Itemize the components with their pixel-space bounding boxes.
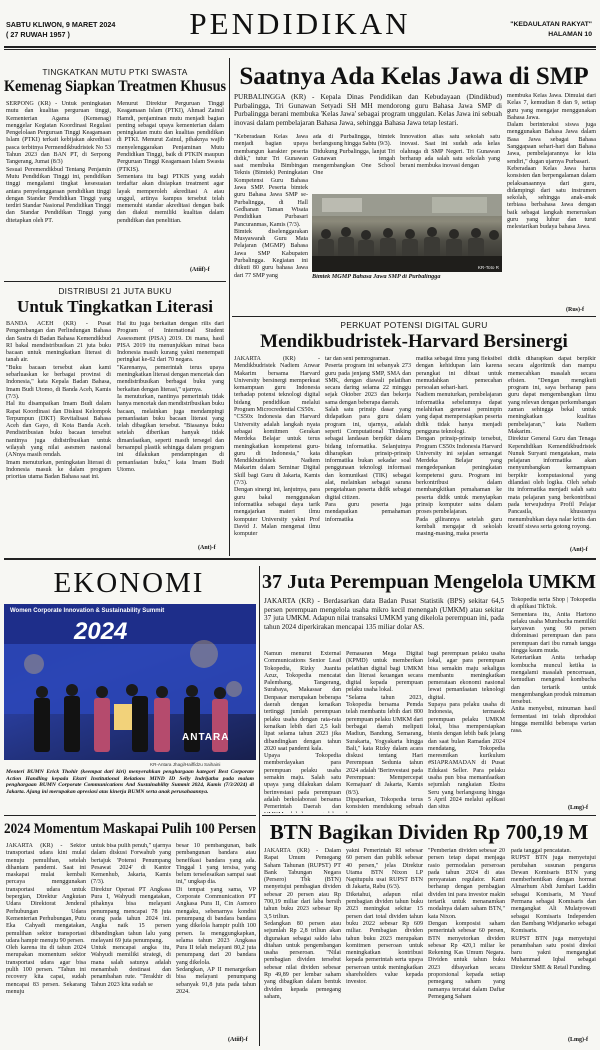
article3-col1: "Keberadaan Kelas Jawa menjadi bagian upaya membangun karakter peserta didik," tutur Tri Gunawan saat membuka Bimbingan Teknis (Bimtek) Peningkatan Kompetensi Guru Bahasa Jawa SMP. Peserta bimtek guru Bahasa Jawa SMP se-Purbalingga, di Hall Gedhanan Taman Wisata Pendidikan Purbasari Pancuranmas, Kamis (7/3). Bimtek diselenggarakan Musyawarah Guru Mata Pelajaran (MGMP) Bahasa Jawa SMP Kabupaten Purbalingga. Kegiatan ini diikuti 80 guru bahasa Jawa dari 77 SMP yang <box>234 134 308 279</box>
ekonomi-rule <box>4 558 596 560</box>
header-rule <box>4 46 596 48</box>
article6-tag: (Atiif)-f <box>228 1037 248 1043</box>
article4-col4: didik diharapkan dapat berpikir secara algoritmik dan mampu memecahkan masalah secara efisien. "Dengan mengikuti program ini, saya berharap para guru dapat mengembangkan ilmu yang relevan dengan perkembangan zaman sehingga bekal untuk meningkatkan kualitas pembelajaran," kata Nadiem Makarim. Direktur General Guru dan Tenaga Kependidikan Kemendikbudristek Nunuk Suryani mengatakan, mata pelajaran informatika akan menyumbangkan kemampuan berpikir komputasional yang dilandasi oleh logika. Oleh sebab itu informatika menjadi salah satu mata pelajaran yang berkontribusi pada terwujudnya Profil Pelajar Pancasila, khususnya menumbuhkan daya nalar kritis dan kreatif siswa serta gotong royong. <box>508 356 596 530</box>
masthead <box>0 0 600 52</box>
article3-photo-credit: KR-Toto R <box>477 265 499 270</box>
article5-col3: bagi perempuan pelaku usaha lokal, agar para perempuan bisa semakin maju sekaligus membantu meningkatkan pemerataan ekonomi nasional lewat pemanfaatan teknologi digital. Supaya para pelaku usaha di Indonesia, termasuk perempuan pelaku UMKM lokal, bisa mempersiapkan bisnis dengan lebih baik jelang dan saat bulan Ramadan 2024 mendatang, Tokopedia meresmikan kurikulum #SIAPRAMADAN di Pusat Edukasi Seller. Para pelaku usaha pun bisa memanfaatkan sejumlah rangkaian Ekstra Seru yang berlangsung hingga 5 April 2024 melalui aplikasi dan situs <box>428 651 505 811</box>
ekonomi-photo-banner: Women Corporate Innovation & Sustainability Summit <box>10 608 165 614</box>
section-title: PENDIDIKAN <box>189 6 411 41</box>
article2-col2: Hal itu juga berkaitan dengan rilis dari Program of International Student Assessment (PISA) 2019. Di mana, hasil PISA 2019 itu menunjukkan minat baca Indonesia masih kurang yakni menempati peringkat ke-62 dari 70 negara. "Karenanya, pemerintah terus upaya meningkatkan literasi dengan mencetak dan mendistribusikan berbagai buku yang berkaitan dengan literasi," ujarnya. Ia menuturkan, nantinya pemerintah tidak hanya mencetak dan mendistribusikan buku bacaan, melainkan juga mendampingi pemanfaatan buku bacaan literasi yang telah dibagikan tersebut. "Biasanya buku setelah diberikan hanyak tidak dimanfaatkan, seperti masih tersegel dan bersampul plastik sehingga dalam program ini dilakukan pendampingan di pemanfaatan buku," kata Imam Budi Utomo. <box>117 321 224 473</box>
divider-a1 <box>4 281 226 282</box>
slogan: "KEDAULATAN RAKYAT" <box>510 21 592 28</box>
article3-col2: ada di Purbalingga, bimtek berlangsung hingga Sabtu (9/3). Didukung Purbalingga, lanjut Tri Gunawan tengah mengembangkan One School One <box>313 134 395 177</box>
article3-photo-caption: Bimtek MGMP Bahasa Jawa SMP di Purbalingga <box>312 274 441 280</box>
article6-col2: untuk bisa pulih penuh," ujarnya dalam diskusi Forwahub yang bertajuk 'Potensi Penumpang Pesawat 2024' di Kantor Kemenhub, Jakarta, Kamis (7/3). Direktur Operasi PT Angkasa Pura I, Wahyudi mengatakan, pihaknya bisa melayani penumpang mencapai 78 juta orang pada tahun 2024 ini. Angka naik 15 persen dibandingkan tahun lalu yang melayani 69 juta penumpang. Untuk mencapai angka itu, Wahyudi memiliki strategi, di mana salah satunya adalah menambah destinasi dan penambahan rute. "Terakhir di Tahun 2023 kita sudah se <box>91 843 171 988</box>
issue-date: SABTU KLIWON, 9 MARET 2024 <box>6 20 116 29</box>
article3-col3: Innovation alias satu sekolah satu inovasi. Saat ini sudah ada kelas olahraga di SMP Negeri. Tri Gunawan berharap ada salah satu sekolah yang berani membuka inovasi dengan <box>400 134 500 170</box>
article1-tag: (Atiif)-f <box>190 267 210 273</box>
article6-col3: besar 10 pembangunan, baik pembangunan bandara atau benefikasi bandara yang ada. Tinggal 1 yang tersisa, yang belum terselesaikan sampai saat ini," ungkap dia. Di tempat yang sama, VP Corporate Communication PT Angkasa Pura II, Cin Asmoro mengaku, sebenarnya kondisi penumpang di bandara bandara yang dikelola hampir pulih 100 persen. Ia menggungkapkan, selama tahun 2023 Angkasa Pura II telah melayani 80,2 juta penumpang dari 20 bandara yang dikelola. Sedangkan, AP II menargetkan bisa melayani penumpang sebanyak 91,8 juta pada tahun 2024. <box>176 843 256 995</box>
divider-ekonomi <box>4 815 256 816</box>
ekonomi-photo-logo: ANTARA <box>182 732 230 743</box>
header-rule-thin <box>4 49 596 50</box>
article3-photo <box>312 194 502 272</box>
ekonomi-photo <box>4 604 256 760</box>
article6-headline: 2024 Momentum Maskapai Pulih 100 Persen <box>4 821 256 837</box>
article4-tag: (Ant)-f <box>570 547 588 553</box>
article7-tag: (Lmg)-f <box>568 1037 588 1043</box>
article3-lead: PURBALINGGA (KR) - Kepala Dinas Pendidikan dan Kebudayaan (Dindikbud) Purbalingga, Tri Gunawan Setyadi SH MH mendorong guru Bahasa Jawa SMP di Purbalingga berani membuka 'Kelas Jawa' sebagai program unggulan. Kelas Jawa ini sebuah inovasi dalam pembelajaran Bahasa Jawa, sehingga Bahasa Jawa tetap lestari. <box>234 93 502 128</box>
article2-tag: (Ant)-f <box>198 545 216 551</box>
divider-a3 <box>232 316 596 317</box>
article6-col1: JAKARTA (KR) - Sektor transportasi udara kini mulai menuju pemulihan, setelah dihantam pandemi. Saat ini maskapai mulai kembali percaya menggunakan transportasi udara untuk bepergian, Direktur Angkutan Udara Direktorat Jenderal Perhubungan Udara Kementerian Perhubungan, Putu Eka Cahyadi mengatakan, pemulihan sektor transportasi udara hampir menuju 90 persen. Oleh karena itu di tahun 2024 merupakan momentum sektor transportasi udara agar bisa pulih 100 persen. "Tahun ini recovery kita capai, sudah mencapai 83 persen. Sekarang menuju <box>6 843 86 995</box>
article3-headline: Saatnya Ada Kelas Jawa di SMP <box>239 63 589 90</box>
classroom-scene <box>312 194 502 272</box>
article1-headline: Kemenag Siapkan Treatmen Khusus <box>4 78 226 95</box>
ekonomi-photo-year: 2024 <box>74 618 128 645</box>
article4-headline: Mendikbudristek-Harvard Bersinergi <box>260 331 568 352</box>
column-divider <box>229 58 230 556</box>
article3-tag: (Rus)-f <box>566 307 584 313</box>
column-divider-lower <box>259 566 260 1046</box>
ekonomi-photo-caption: Menteri BUMN Erick Thohir (keempat dari kiri) menyerahkan penghargaan kategori Best Corporate Action Handling kepada Ekstri Institutional Relations MIND ID Selly Indrijatha pada malam penghargaan BUMN Corporate Communications And Sustainability Summit 2024, Kamis (7/3/2024) di Jakarta. Ajang ini merupakan apresiasi atas kinerja BUMN serta anak perusahaannya. <box>6 769 254 795</box>
article7-col2: yakni Pemerintah RI sebesar 60 persen dan publik sebesar 40 persen," jelas Direktur Utama BTN Nixon LP Napitupulu usai RUPST BTN di Jakarta, Rabu (6/3). Diketahui, adapun nilai pembagian dividen tahun buku 2023 meningkat sekitar 15 persen dari total dividen tahun buku 2022 sebesar Rp 609 miliar. Pembagian dividen tahun buku 2023 merupakan komitmen perseroan untuk meningkatkan kontribusi kepada pemerintah serta upaya perseroan untuk meningkatkan shareholders value kepada investor. <box>346 848 423 986</box>
article4-col2: tar dan seni pemrograman. Peserta program ini sebanyak 273 guru pada jenjang SMP, SMA dan SMK, dengan diawali pelatihan secara daring selama 22 minggu sejak Oktober 2023 dan bekerja sama dengan beberapa daerah. Salah satu prinsip dasar yang didapatkan para guru dalam program ini, ujarnya, adalah seperti Computational Thinking sebagai landasan berpikir dalam bidang informatika. Selanjutnya diharapkan prinsip-prinsip informatika bukan sekadar soal penggunaan teknologi informasi dan komunikasi (TIK) sebagai alat, melainkan sebagai sarana pengetahuan peserta didik sebagai digital citizen. Para guru peserta juga mendapatkan pemahaman informatika <box>325 356 411 523</box>
ekonomi-photo-credit: KR-Antara Jhagi/Haiffidzu Saihaini <box>150 762 221 767</box>
article3-col4: membuka Kelas Jawa. Dimulai dari Kelas 7, kemudian 8 dan 9, setiap guru yang mengajar menggunakan Bahasa Jawa. Dalam berinteraksi siswa juga menggunakan Bahasa Jawa dalam Basa Jawa sebagai Bahasa Sanggapaan sehari-hari dan Bahasa Jawa, pembelajarannya ke kita sendiri," dugan ujarnya Purbasari. Keberadaan Kelas Jawa harus konsisten dan berpengalaman dalam pelaksanaannya dari guru, didampingi dari satu instrumen sekolah, sehingga anak-anak terbiasa berbahasa Jawa dengan baik sebagai langkah meneruskan guru yang luhur dan turut melestarikan budaya bahasa Jawa. <box>507 93 596 231</box>
article5-col2: Pemasaran Mega Digital (KPMD) untuk memberikan pelatihan digital bagi UMKM dan literasi keuangan secara digital kepada perempuan pelaku usaha lokal. "Selama tahun 2023, Tokopedia bersama Pemda telah membantu lebih dari 800 perempuan pelaku UMKM dari berbagai daerah meliputi Madiun, Bandung, Semarang, Surakarta, Yogyakarta hingga Bali," kata Rizky dalam acara diskusi tentang Hari Perempuan Sedunia tahun 2024 adalah 'Berinvestasi pada Perempuan: Mempercepat Kemajuan' di Jakarta, Kamis (8/3). Dipaparkan, Tokopedia terus konsisten mendukung sebuah <box>346 651 423 811</box>
article7-headline: BTN Bagikan Dividen Rp 700,19 M <box>269 820 589 844</box>
article4-col1: JAKARTA (KR) - Mendikbudristek Nadiem Anwar Makarim bersama Harvard University bersinergi memperkuat kemampuan guru Indonesia terhadap potensi teknologi digital bidang pendidikan melalui Program Microcredential CS50x. "CS50x Indonesia dan Harvard University adalah langkah nyata sebagai komitmen Gerakan Merdeka Belajar untuk terus meningkatkan kompetensi guru-guru di Indonesia," kata Mendikbudristek Nadiem Makarim dalam Seminar Digital Skill bagi Guru di Jakarta, Kamis (7/3). Dengan sinergi ini, lanjutnya, para guru bakal menggunakan informatika sebagai daya tarik mengajarkan materi ilmu komputer University yakni Prof David J. Malan mengenai ilmu komputer <box>234 356 320 538</box>
article7-col1: JAKARTA (KR) - Dalam Rapat Umum Pemegang Saham Tahunan (RUPST) PT Bank Tabungan Negara (Persero) Tbk (BTN) menyetujui pembagian dividen sebesar 20 persen atau Rp 700,19 miliar dari laba bersih tahun buku 2023 sebesar Rp 3,5 triliun. Sedangkan 80 persen atau sejumlah Rp 2,8 triliun akan digunakan sebagai saldo laba ditahan untuk pengembangan usaha perseroan. "Nilai pembagian dividen tersebut sebesar nilai dividen sebesar Rp 49,89 per lembar saham yang dibagikan dalam bentuk dividen kepada pemegang saham, <box>264 848 341 1000</box>
article7-col3: "Pemberian dividen sebesar 20 persen tetap dapat menjaga rasio permodalan perseroan pada tahun 2024 di atas persyaratan regulator. Kami berharap dengan pembagian dividen ini para investor makin tertarik untuk menanamkan modalnya dalam saham BTN," kata Nixon. Dengan komposisi saham pemerintah sebesar 60 persen, BTN menyetorkan dividen sebesar Rp 420,1 miliar ke Rekening Kas Umum Negara. Dividen untuk tahun buku 2023 dibayarkan secara proporsional kepada setiap pemegang saham yang namanya tercatat dalam Daftar Pemegang Saham <box>428 848 505 1000</box>
article2-headline: Untuk Tingkatkan Literasi <box>17 297 213 316</box>
javanese-date: ( 27 RUWAH 1957 ) <box>6 30 70 39</box>
article5-col4: Tokopedia serta Shop | Tokopedia di aplikasi TikTok. Sementara itu, Anita Hartono pelaku usaha Mumbucha memiliki karyawan yang 90 persen didominasi perempuan dan para perempuan dari ibu rumah tangga hingga kaum muda. Ketertarikan Anita terhadap kombucha muncul ketika ia mengalami masalah pencernaan, kemudian mengenal kombucha dan tertarik untuk mengembangkan produk minuman tersebut. Anita menyebut, minuman hasil fermentasi ini telah diproduksi hingga memiliki beberapa varian rasa. <box>511 597 596 735</box>
article5-col1: Namun menurut External Communications Senior Lead Tokopedia, Rizky Juanita Azuz, Tokopedia mencatat Palembang, Tangerang, Surabaya, Makassar dan Denpasar merupakan beberapa daerah dengan kenaikan tertinggi jumlah perempuan pelaku usaha dengan rata-rata kenaikan lebih dari 2,5 kali lipat selama tahun 2023 jika dibandingkan dengan tahun 2020 saat pandemi kala. Upaya Tokopedia memberdayakan para perempuan pelaku usaha semakin maju. Salah satu upaya yang dilakukan dalam berinvestasi pada perempuan adalah berkolaborasi bersama Pemerintah Daerah dan <box>264 651 341 811</box>
article5-headline: 37 Juta Perempuan Mengelola UMKM <box>262 571 596 593</box>
article1-col1: SERPONG (KR) - Untuk peningkatan mutu dan kualitas perguruan tinggi, Kementerian Agama (Kemenag) menggelar Kegiatan Koordinasi Regulasi Pengelolaan Perguruan Tinggi Keagamaan Islam (PTKI) terkait kebijakan akreditasi pasca terbitnya Permendikbudristek No 53 Tahun 2023 dan BAN PT, di Serpong Tangerang, Jumat (8/3) Sesuai Peremendikbud Tentang Penjamin Mutu Pendidikan Tinggi ini, pendidikan tinggi mengalami tingkat kesesuaian antara penyelenggaraan pendidikan tinggi dengan Standar Pendidikan Tinggi yang terdiri Standar Nasional Pendidikan Tinggi dan Standar Pendidikan Tinggi yang ditetapkan oleh PT. <box>6 101 111 224</box>
article1-col2: Menurut Direktur Perguruan Tinggi Keagamaan Islam (PTKI), Ahmad Zainul Hamdi, penjaminan mutu menjadi bagian penting sebagai upaya kementerian dalam peningkatan mutu dan kualitas pendidikan di PTKI. Menurut Zainul, pihaknya wajib menyelenggarakan Penjaminan Mutu Pendidikan Tinggi, baik di PTKIN maupun Perguruan Tinggi Keagamaan Islam Swasta (PTKIS). Sementara itu bagi PTKIS yang sudah terdaftar akan disiapkan treatment agar layak memperoleh akreditasi A atau unggul, artinya kampus tersebut telah memenuhi standar akreditasi dengan baik dan diakui memiliki kualitas dalam pendidikan dan penelitian. <box>117 101 224 224</box>
divider-a5 <box>262 815 596 816</box>
article2-kicker: DISTRIBUSI 21 JUTA BUKU <box>58 286 172 296</box>
article4-kicker: PERKUAT POTENSI DIGITAL GURU <box>340 320 488 330</box>
page-number: HALAMAN 10 <box>548 31 592 38</box>
ekonomi-section-title: EKONOMI <box>53 567 205 599</box>
article2-col1: BANDA ACEH (KR) - Pusat Pengembangan dan Perlindungan Bahasa dan Sastra di Badan Bahasa Kemendikbud RI bakal mendistribusikan 21 juta buku bacaan untuk meningkatkan literasi di tanah air. "Buku bacaan tersebut akan kami sebarluaskan ke berbagai provinsi di Indonesia," kata Kepala Badan Bahasa, Imam Budi Utomo, di Banda Aceh, Kamis (7/3). Hal itu disampaikan Imam Budi dalam Rapat Koordinasi dan Diskusi Kelompok Terpumpun (DKT) Revitalisasi Bahasa Aceh dan Gayo, di Kota Banda Aceh. Pendistribusian buku bacaan tersebut nantinya juga didistribusikan untuk wilayah yang nilai asesmen nasional (ANnya masih rendah. Imam menuturkan, peningkatan literasi di Indonesia masuk ke dalam program prioritas utama Badan Bahasa saat ini. <box>6 321 111 481</box>
article7-col4: pada tanggal pencatatan. RUPST BTN juga menyetujui perubahan susunan pengurus Dewan Komisaris BTN yang memberhentikan dengan hormat Almarhum Abdi Jumhari Laddin sebagai Komisaris, M Yusuf Permana sebagai Komisaris dan mengangkat Ali Mulatyowati sebagai Komisaris Independen dan Bambang Widjanarko sebagai Komisaris. RUPST BTN juga menyetujui penambahan satu posisi direksi baru yakni mengangkat Muhammad Iqbal sebagai Direktur SME & Retail Funding. <box>511 848 596 971</box>
article5-lead: JAKARTA (KR) - Berdasarkan data Badan Pusat Statistik (BPS) sekitar 64,5 persen perempuan mengelola usaha mikro kecil menengah (UMKM) atau sekitar 37 juta UMKM. Adapun nilai transaksi UMKM yang dikelola perempuan ini, pada tahun 2024 diperkirakan mencapai 135 miliar dolar AS. <box>264 597 504 631</box>
article1-kicker: TINGKATKAN MUTU PTKI SWASTA <box>42 67 188 77</box>
article4-col3: matika sebagai ilmu yang fleksibel dengan kehidupan lain karena perangkat ini dibuat untuk memudahkan pemecahan persoalan sehari-hari. Nadiem menuturkan, pembelajaran informatika sebelumnya dapat melahirkan generasi pemimpin yang dapat mempersiapkan peserta didik tidak hanya menjadi pengguna teknologi. Dengan prinsip-prinsip tersebut, Program CS50x Indonesia Harvard University ini sejalan semangat Merdeka Belajar yang mengedepankan peningkatan kompetensi guru. Program ini berkontribusi dalam membangkitkan pemahaman ke peserta didik untuk menyiapkan prinsip komputer sains dalam proses pembelajaran. Pada gilirannya setelah guru kembali mengajar di sekolah masing-masing, maka peserta <box>416 356 502 538</box>
article5-tag: (Lmg)-f <box>568 805 588 811</box>
